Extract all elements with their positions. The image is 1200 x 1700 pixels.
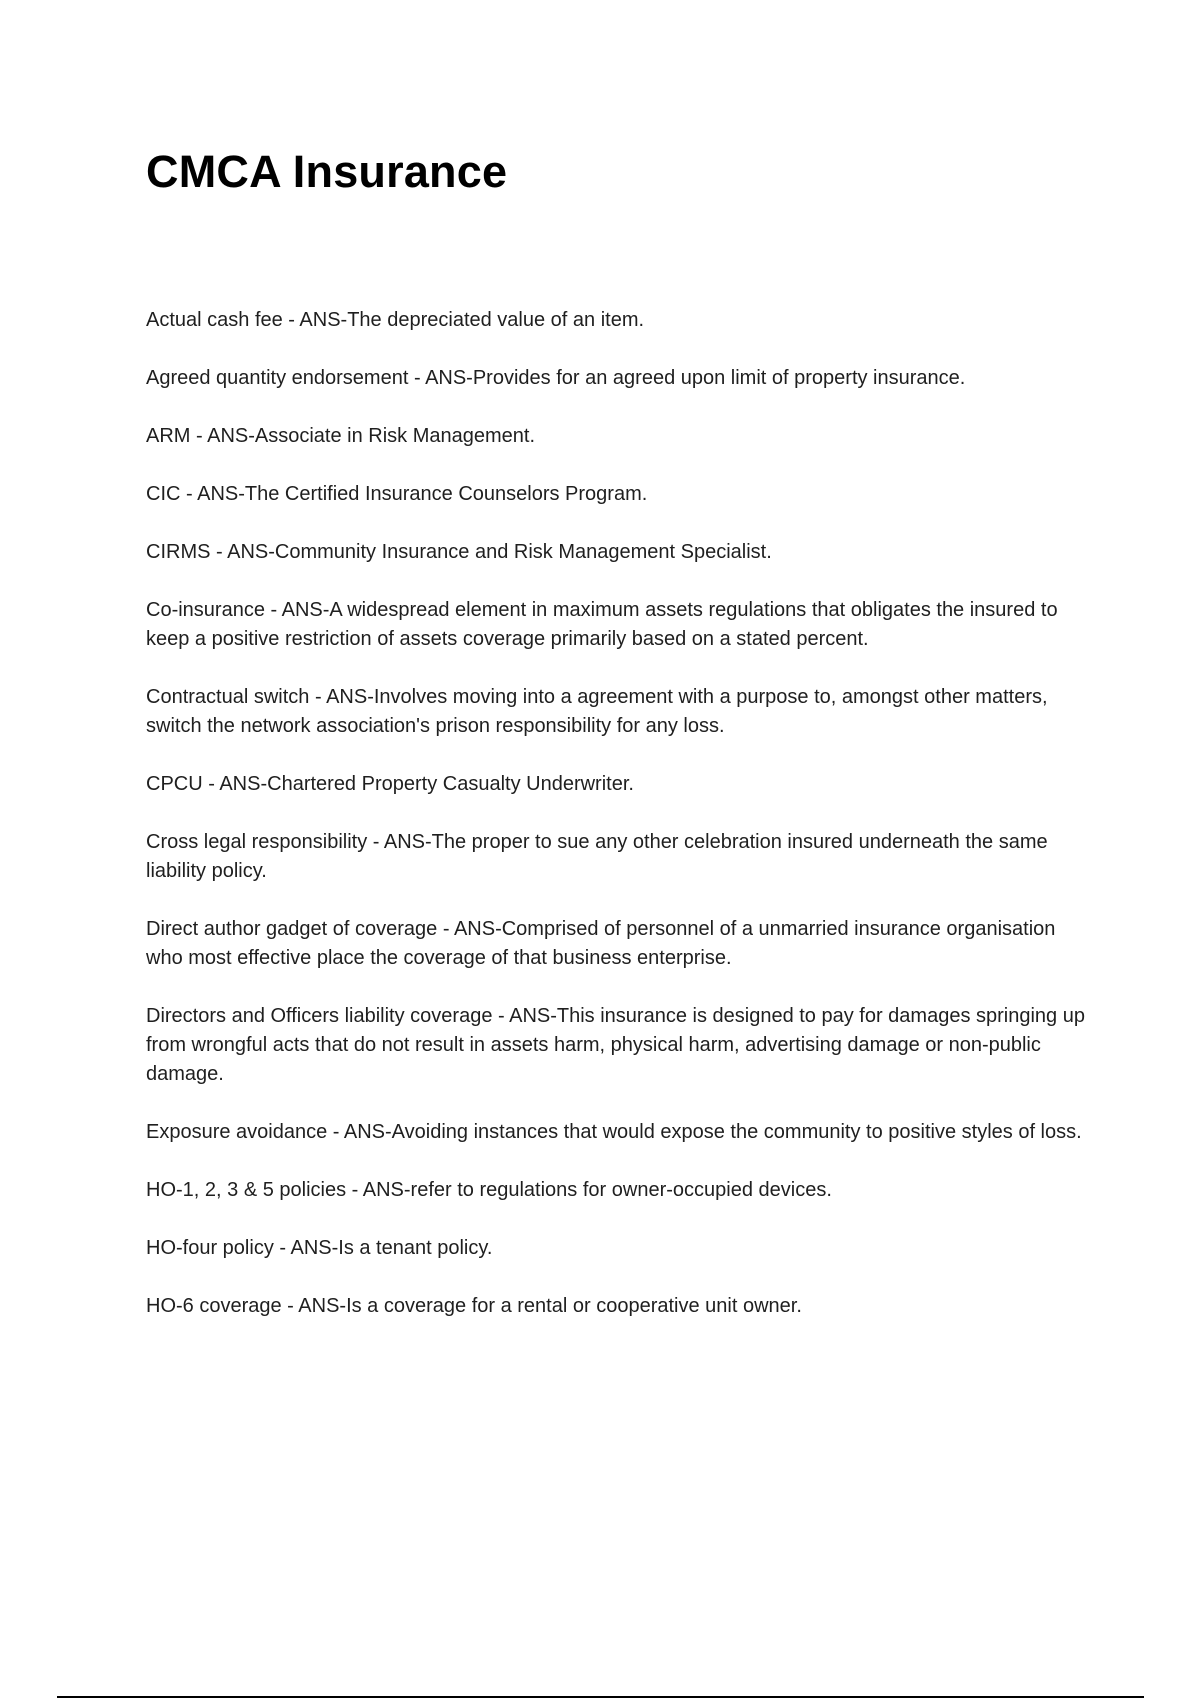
glossary-entry: CIC - ANS-The Certified Insurance Counselors Program. <box>146 483 648 505</box>
glossary-entry: Agreed quantity endorsement - ANS-Provides for an agreed upon limit of property insurance. <box>146 367 966 389</box>
page-title: CMCA Insurance <box>146 146 508 197</box>
glossary-entry: CPCU - ANS-Chartered Property Casualty Underwriter. <box>146 773 634 795</box>
glossary-entry: Exposure avoidance - ANS-Avoiding instances that would expose the community to positive styles of loss. <box>146 1121 1082 1143</box>
footer-divider <box>57 1696 1144 1698</box>
glossary-entry: Actual cash fee - ANS-The depreciated value of an item. <box>146 309 645 331</box>
glossary-entry: Cross legal responsibility - ANS-The proper to sue any other celebration insured underneath the same liability policy. <box>146 831 1048 882</box>
glossary-entry: HO-1, 2, 3 & 5 policies - ANS-refer to regulations for owner-occupied devices. <box>146 1179 832 1201</box>
glossary-entry: HO-four policy - ANS-Is a tenant policy. <box>146 1237 493 1259</box>
glossary-entry: ARM - ANS-Associate in Risk Management. <box>146 425 536 447</box>
glossary-entry: HO-6 coverage - ANS-Is a coverage for a rental or cooperative unit owner. <box>146 1295 802 1317</box>
glossary-list <box>146 306 1091 1350</box>
glossary-entry: Directors and Officers liability coverage - ANS-This insurance is designed to pay for damages springing up from wrongful acts that do not result in assets harm, physical harm, advertising damage or non-public damage. <box>146 1005 1085 1085</box>
glossary-entry: Direct author gadget of coverage - ANS-Comprised of personnel of a unmarried insurance organisation who most effective place the coverage of that business enterprise. <box>146 918 1056 969</box>
glossary-entry: Co-insurance - ANS-A widespread element in maximum assets regulations that obligates the insured to keep a positive restriction of assets coverage primarily based on a stated percent. <box>146 599 1058 650</box>
glossary-entry: Contractual switch - ANS-Involves moving into a agreement with a purpose to, amongst other matters, switch the network association's prison responsibility for any loss. <box>146 686 1048 737</box>
glossary-entry: CIRMS - ANS-Community Insurance and Risk Management Specialist. <box>146 541 772 563</box>
